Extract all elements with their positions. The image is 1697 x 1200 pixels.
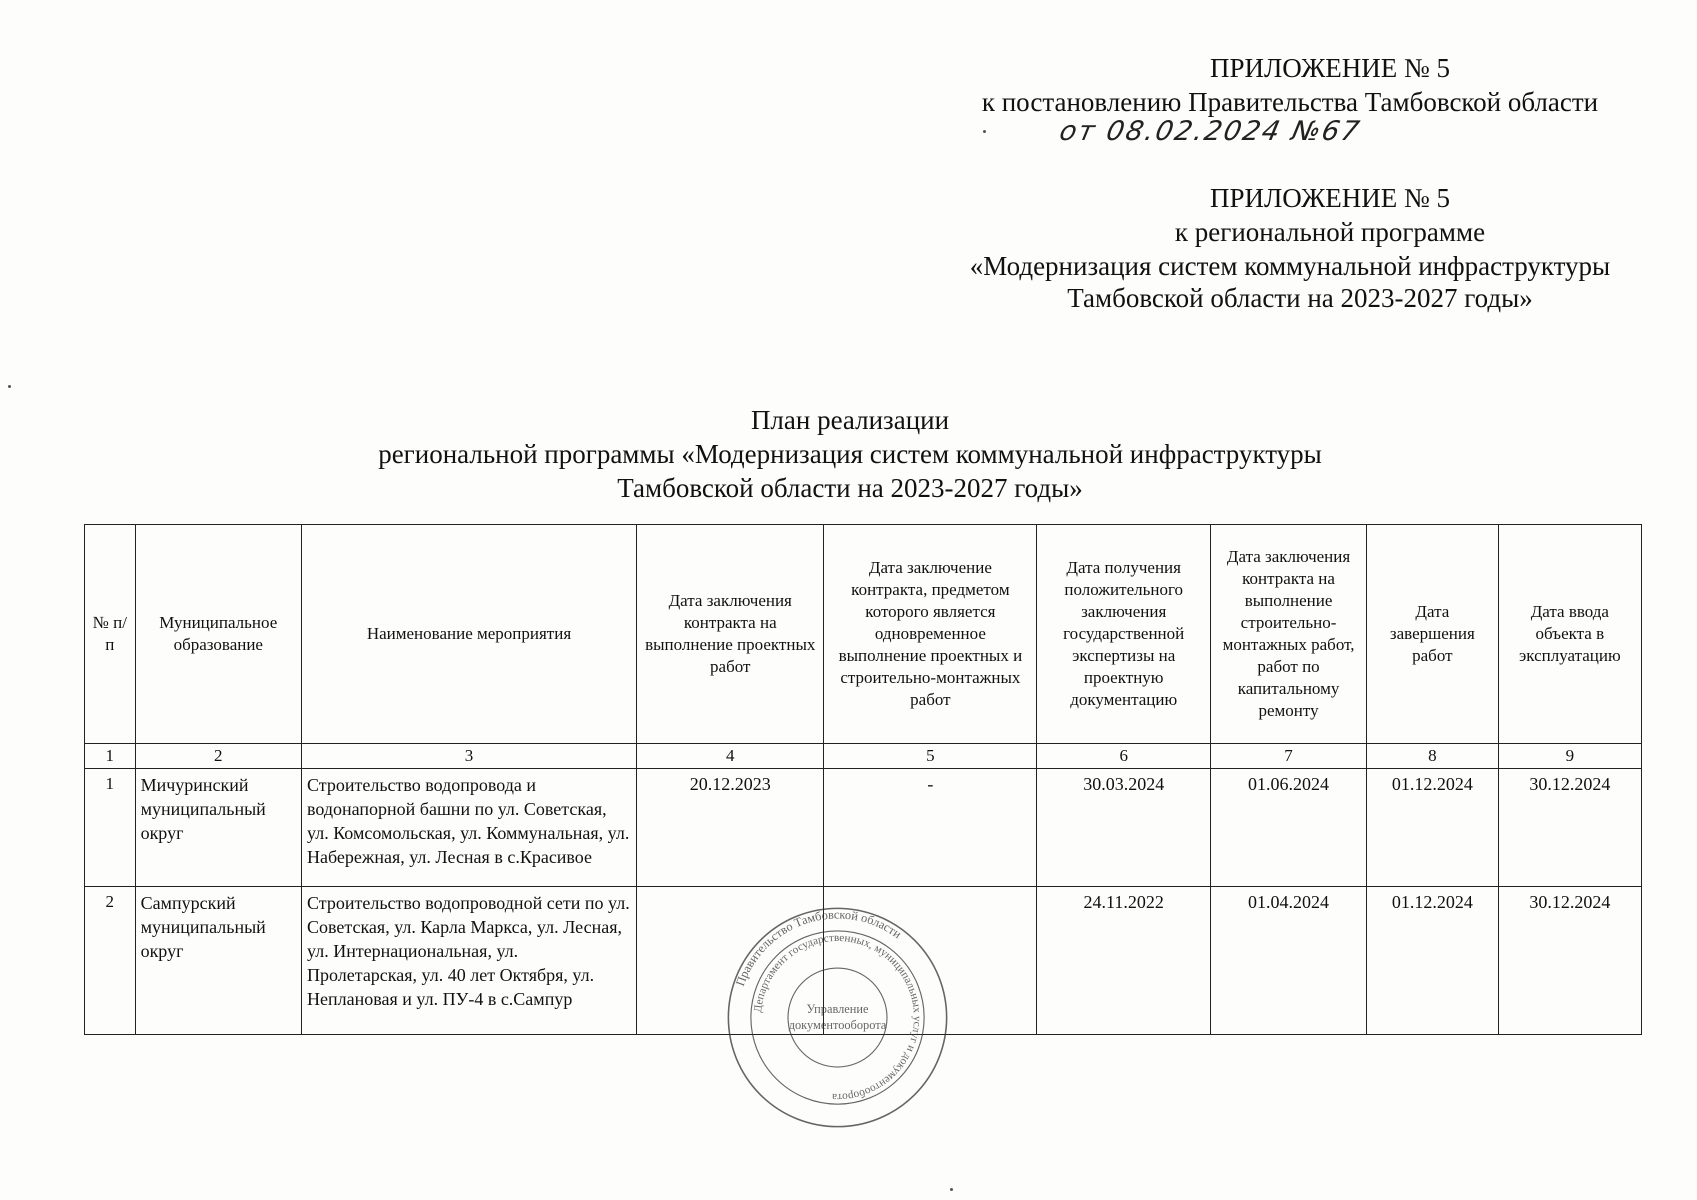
table-header-row <box>85 525 1642 744</box>
column-number: 5 <box>824 744 1037 769</box>
appendix-2-line-4: Тамбовской области на 2023-2027 годы» <box>1067 283 1533 313</box>
scan-speck <box>950 1188 953 1191</box>
appendix-1-subtitle: к постановлению Правительства Тамбовской области <box>981 87 1599 117</box>
activity-cell: Строительство водопровода и водонапорной башни по ул. Советская, ул. Комсомольская, ул. Коммунальная, ул. Набережная, ул. Лесная в с.Красивое <box>302 769 637 887</box>
row-number: 2 <box>85 887 136 1035</box>
column-number: 4 <box>636 744 824 769</box>
table-row <box>85 769 1642 887</box>
stamp-center-line-2: документооборота <box>788 1017 887 1032</box>
completion-date: 01.12.2024 <box>1367 769 1499 887</box>
col-header-num: № п/п <box>85 525 136 744</box>
appendix-1-title: ПРИЛОЖЕНИЕ № 5 <box>1209 53 1451 83</box>
row-number: 1 <box>85 769 136 887</box>
appendix-2-line-2: к региональной программе <box>1174 217 1486 247</box>
plan-title-line-1: План реализации <box>750 405 950 435</box>
col-header-expertise: Дата получения положительного заключения государственной экспертизы на проектную документацию <box>1037 525 1211 744</box>
col-header-combined-contract: Дата заключение контракта, предметом которого является одновременное выполнение проектных и строительно-монтажных работ <box>824 525 1037 744</box>
stamp-inner-text: Департамент государственных, муниципальных услуг и документооборота <box>752 931 924 1104</box>
column-number: 8 <box>1367 744 1499 769</box>
municipality-cell: Мичуринский муниципальный округ <box>135 769 301 887</box>
handwritten-signature-date: от 08.02.2024 №67 <box>1056 116 1364 147</box>
expertise-date: 30.03.2024 <box>1037 769 1211 887</box>
scan-speck <box>983 130 986 133</box>
combined-contract-date: - <box>824 769 1037 887</box>
column-numbers-row <box>85 744 1642 769</box>
construction-contract-date: 01.06.2024 <box>1211 769 1367 887</box>
stamp-outer-text: Правительство Тамбовской области <box>732 907 905 988</box>
column-number: 9 <box>1498 744 1641 769</box>
col-header-municipality: Муниципальное образование <box>135 525 301 744</box>
municipality-cell: Сампурский муниципальный округ <box>135 887 301 1035</box>
column-number: 7 <box>1211 744 1367 769</box>
col-header-completion: Дата завершения работ <box>1367 525 1499 744</box>
construction-contract-date: 01.04.2024 <box>1211 887 1367 1035</box>
official-stamp-seal <box>725 905 950 1130</box>
stamp-center-line-1: Управление <box>806 1002 869 1016</box>
appendix-2-title: ПРИЛОЖЕНИЕ № 5 <box>1209 183 1451 213</box>
col-header-activity: Наименование мероприятия <box>302 525 637 744</box>
plan-title-line-3: Тамбовской области на 2023-2027 годы» <box>617 473 1083 503</box>
column-number: 6 <box>1037 744 1211 769</box>
activity-cell: Строительство водопроводной сети по ул. Советская, ул. Карла Маркса, ул. Лесная, ул. Интернациональная, ул. Пролетарская, ул. 40 лет Октября, ул. Неплановая и ул. ПУ-4 в с.Сампур <box>302 887 637 1035</box>
scan-speck <box>8 385 11 388</box>
column-number: 3 <box>302 744 637 769</box>
expertise-date: 24.11.2022 <box>1037 887 1211 1035</box>
completion-date: 01.12.2024 <box>1367 887 1499 1035</box>
col-header-construction-contract: Дата заключения контракта на выполнение строительно-монтажных работ, работ по капитальному ремонту <box>1211 525 1367 744</box>
design-contract-date: 20.12.2023 <box>636 769 824 887</box>
commissioning-date: 30.12.2024 <box>1498 887 1641 1035</box>
commissioning-date: 30.12.2024 <box>1498 769 1641 887</box>
col-header-commissioning: Дата ввода объекта в эксплуатацию <box>1498 525 1641 744</box>
col-header-design-contract: Дата заключения контракта на выполнение проектных работ <box>636 525 824 744</box>
appendix-2-line-3: «Модернизация систем коммунальной инфраструктуры <box>969 251 1611 281</box>
column-number: 1 <box>85 744 136 769</box>
plan-title-line-2: региональной программы «Модернизация систем коммунальной инфраструктуры <box>378 439 1322 469</box>
column-number: 2 <box>135 744 301 769</box>
